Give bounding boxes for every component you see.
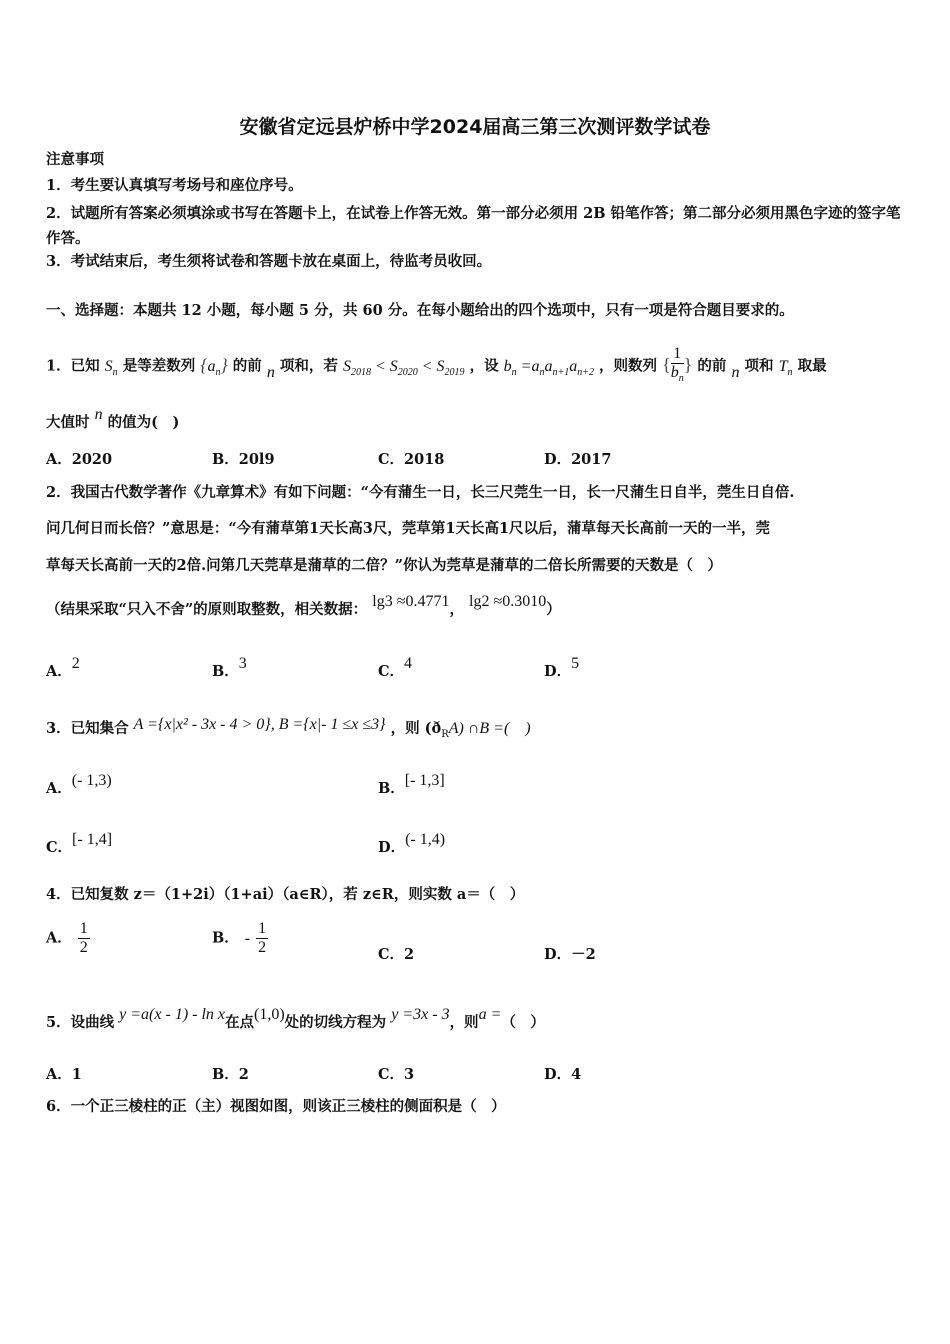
q1-bn-definition: $b_n =a_na_{n+1}a_{n+2}$ bbox=[503, 357, 594, 378]
q2-option-c[interactable]: C．4 bbox=[378, 655, 413, 680]
q4-option-b[interactable]: B． - $\frac{1}{2}$ bbox=[212, 920, 267, 956]
q3-text-2: ，则 (ð bbox=[390, 720, 442, 737]
q1-sn-symbol: $S_n$ bbox=[104, 357, 118, 378]
q1-text-11: 的值为( ) bbox=[107, 414, 180, 431]
notice-item-2: 2．试题所有答案必须填涂或书写在答题卡上，在试卷上作答无效。第一部分必须用 2B 铅笔作答；第二部分必须用黑色字迹的签字笔作答。 bbox=[46, 205, 901, 247]
q3-option-c[interactable]: C．[- 1,4] bbox=[46, 831, 113, 856]
q4-option-a-fraction: $\frac{1}{2}$ bbox=[79, 920, 88, 956]
q2-line-4 bbox=[46, 595, 908, 625]
q1-reciprocal-sequence: $\frac{1}{b_n}$ bbox=[670, 345, 684, 385]
q5-option-c[interactable]: C．3 bbox=[378, 1066, 415, 1083]
q3-option-c-value: [- 1,4] bbox=[72, 831, 113, 848]
q2-lg3-value: lg3 ≈0.4771 bbox=[372, 593, 450, 610]
q1-text-10: 大值时 bbox=[46, 414, 90, 431]
q4-option-a[interactable]: A． $\frac{1}{2}$ bbox=[46, 920, 88, 956]
q1-n-symbol: n bbox=[266, 363, 275, 381]
q5-option-d[interactable]: D．4 bbox=[544, 1066, 582, 1083]
q1-text-4: 项和，若 bbox=[279, 357, 338, 375]
q2-option-a-value: 2 bbox=[71, 655, 80, 672]
q1-text-2: 是等差数列 bbox=[122, 357, 196, 375]
question-4: 4．已知复数 z＝（1+2i）（1+ai）（a∈R），若 z∈R，则实数 a＝（ ） bbox=[46, 886, 525, 903]
q3-option-a[interactable]: A．(- 1,3) bbox=[46, 772, 112, 797]
q5-tangent: y =3x - 3 bbox=[391, 1006, 450, 1023]
q2-lg2-value: lg2 ≈0.3010 bbox=[469, 593, 547, 610]
q5-text-5: （ ） bbox=[501, 1014, 545, 1031]
q2-option-b[interactable]: B．3 bbox=[212, 655, 247, 680]
q2-option-b-value: 3 bbox=[238, 655, 247, 672]
q2-option-c-value: 4 bbox=[404, 655, 413, 672]
q1-n-symbol-2: n bbox=[731, 363, 740, 381]
q3-option-d-value: (- 1,4) bbox=[405, 831, 446, 848]
q1-tn-symbol: $T_n$ bbox=[778, 357, 793, 378]
notice-item-3: 3．考试结束后，考生须将试卷和答题卡放在桌面上，待监考员收回。 bbox=[46, 253, 492, 270]
q2-line-1: 2．我国古代数学著作《九章算术》有如下问题：“今有蒲生一日，长三尺莞生一日，长一尺蒲生日自半，莞生日自倍. bbox=[46, 484, 795, 501]
q1-inequality: $S_{2018} < S_{2020} < S_{2019}$ bbox=[342, 357, 465, 378]
question-5 bbox=[46, 1008, 908, 1038]
q3-text-3: A) ∩B =( ) bbox=[448, 720, 531, 737]
q1-text-8: 项和 bbox=[744, 357, 774, 375]
q1-text-7: 的前 bbox=[697, 357, 727, 375]
q1-option-c[interactable]: C．2018 bbox=[378, 451, 445, 468]
notice-item-1: 1．考生要认真填写考场号和座位序号。 bbox=[46, 177, 303, 194]
question-6: 6．一个正三棱柱的正（主）视图如图，则该正三棱柱的侧面积是（ ） bbox=[46, 1098, 506, 1115]
q3-option-b-value: [- 1,3] bbox=[404, 772, 445, 789]
q1-an-symbol: $\{a_n\}$ bbox=[200, 354, 228, 378]
q5-text-1: 5．设曲线 bbox=[46, 1014, 115, 1031]
q2-line-3: 草每天长高前一天的2倍.问第几天莞草是蒲草的二倍？”你认为莞草是蒲草的二倍长所需要的天数是（ ） bbox=[46, 557, 722, 574]
q2-line-4-end: ） bbox=[546, 601, 561, 618]
q4-option-b-fraction: $\frac{1}{2}$ bbox=[258, 920, 267, 956]
q1-option-a[interactable]: A．2020 bbox=[46, 451, 113, 468]
q5-a-symbol: a = bbox=[478, 1006, 502, 1023]
q1-text-6: ，则数列 bbox=[599, 357, 658, 375]
q5-curve: y =a(x - 1) - ln x bbox=[119, 1006, 226, 1023]
question-1: 1．已知 $S_n$ 是等差数列 $\{a_n\}$ 的前 n 项和，若 $S_{2018} < S_{2020} < S_{2019}$ ，设 $b_n =a_na_{n+1}a_{n+2}$ ，则数列 { $\frac{1}{b_n}$ } 的前 n 项和 $T_n$ 取最 bbox=[46, 345, 908, 388]
q3-text-1: 3．已知集合 bbox=[46, 720, 129, 737]
q3-sets: A ={x|x² - 3x - 4 > 0}, B ={x|- 1 ≤x ≤3} bbox=[133, 716, 386, 733]
q2-line-4-text: （结果采取“只入不舍”的原则取整数，相关数据： bbox=[46, 601, 368, 618]
q5-text-4: ，则 bbox=[449, 1014, 479, 1031]
q5-text-2: 在点 bbox=[225, 1014, 255, 1031]
notice-heading: 注意事项 bbox=[46, 151, 104, 168]
q1-text-1: 1．已知 bbox=[46, 357, 100, 375]
q2-line-2: 问几何日而长倍？”意思是：“今有蒲草第1天长高3尺，莞草第1天长高1尺以后，蒲草每天长高前一天的一半，莞 bbox=[46, 520, 771, 537]
q1-n-symbol-3: n bbox=[94, 406, 103, 423]
q1-text-5: ，设 bbox=[469, 357, 499, 375]
section-heading: 一、选择题：本题共 12 小题，每小题 5 分，共 60 分。在每小题给出的四个选项中，只有一项是符合题目要求的。 bbox=[46, 302, 794, 319]
q1-option-d[interactable]: D．2017 bbox=[544, 451, 612, 468]
q4-option-d[interactable]: D．－2 bbox=[544, 946, 596, 963]
question-1-cont bbox=[46, 406, 908, 433]
q2-separator: ， bbox=[449, 601, 464, 618]
q2-option-d[interactable]: D．5 bbox=[544, 655, 580, 680]
q1-option-b[interactable]: B．20l9 bbox=[212, 451, 275, 468]
q1-text-3: 的前 bbox=[232, 357, 262, 375]
q1-text-9: 取最 bbox=[797, 357, 827, 375]
page-title: 安徽省定远县炉桥中学2024届高三第三次测评数学试卷 bbox=[239, 116, 711, 138]
question-3: 3．已知集合 A ={x|x² - 3x - 4 > 0}, B ={x|- 1 ≤x ≤3} ，则 $(ð_RA)$ ∩B =( ) bbox=[46, 716, 531, 740]
q4-option-c[interactable]: C．2 bbox=[378, 946, 415, 963]
q3-option-d[interactable]: D．(- 1,4) bbox=[378, 831, 446, 856]
q2-option-a[interactable]: A．2 bbox=[46, 655, 80, 680]
q5-option-a[interactable]: A．1 bbox=[46, 1066, 82, 1083]
q5-option-b[interactable]: B．2 bbox=[212, 1066, 249, 1083]
q5-text-3: 处的切线方程为 bbox=[284, 1014, 387, 1031]
q3-option-b[interactable]: B．[- 1,3] bbox=[378, 772, 445, 797]
q2-option-d-value: 5 bbox=[571, 655, 580, 672]
q3-option-a-value: (- 1,3) bbox=[71, 772, 112, 789]
q5-point: (1,0) bbox=[254, 1006, 285, 1023]
